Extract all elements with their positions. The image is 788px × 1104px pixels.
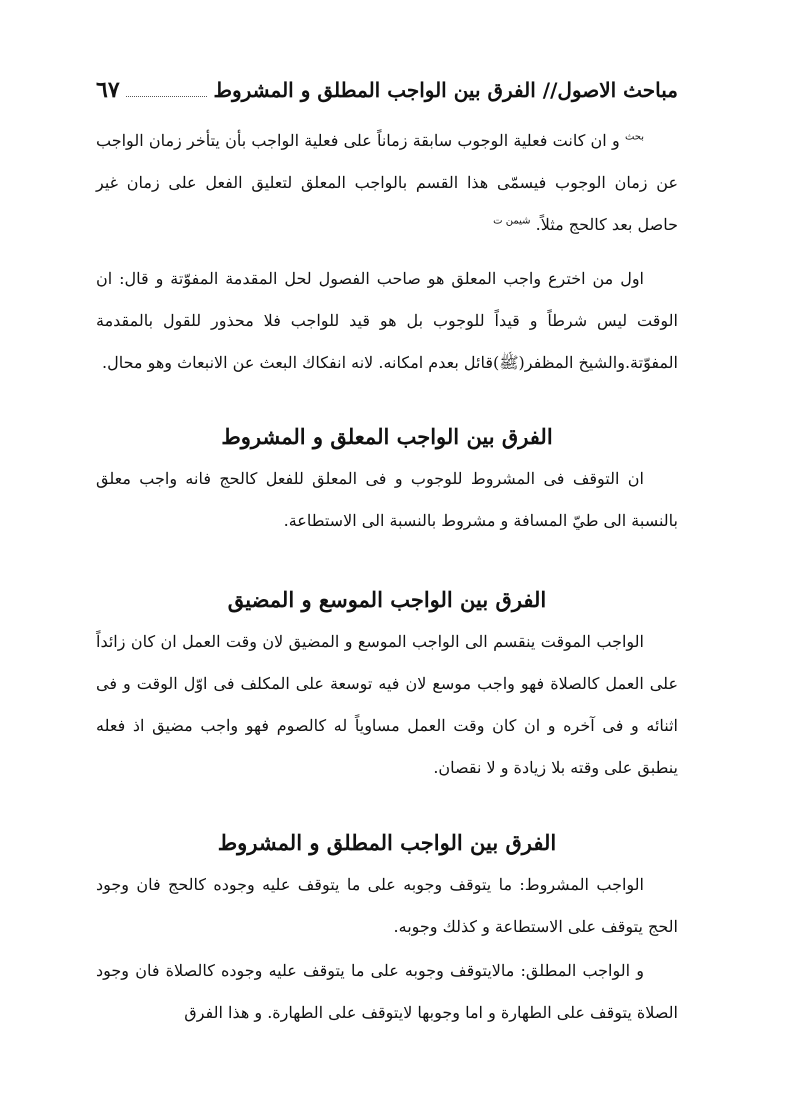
section-1-paragraph-1: ان التوقف فى المشروط للوجوب و فى المعلق للفعل كالحج فانه واجب معلق بالنسبة الى طيّ المسافة و مشروط بالنسبة الى الاستطاعة. [96,469,678,530]
header-title: مباحث الاصول// الفرق بين الواجب المطلق و المشروط [213,78,678,102]
section-2-paragraph-1: الواجب الموقت ينقسم الى الواجب الموسع و المضيق لان وقت العمل ان كان زائداً على العمل كالصلاة فهو واجب موسع لان فيه توسعة على المكلف فى اوّل الوقت و فى اثنائه و فى آخره و ان كان وقت العمل مساوياً له كالصوم فهو واجب مضيق اذ فعله ينطبق على وقته بلا زيادة و لا نقصان. [96,632,678,777]
margin-note-start: بحث [624,131,644,143]
section-2-body [96,621,678,789]
margin-note-end: شيمن ت [493,215,531,227]
page-number: ٦٧ [96,77,120,103]
section-3-paragraph-1: الواجب المشروط: ما يتوقف وجوبه على ما يتوقف عليه وجوده كالحج فان وجود الحج يتوقف على الاستطاعة و كذلك وجوبه. [96,875,678,936]
running-header [96,70,678,110]
section-heading-2: الفرق بين الواجب الموسع و المضيق [227,587,547,612]
section-heading-1: الفرق بين الواجب المعلق و المشروط [221,424,553,449]
section-heading-3: الفرق بين الواجب المطلق و المشروط [217,830,557,855]
section-3-paragraph-2: و الواجب المطلق: مالايتوقف وجوبه على ما يتوقف عليه وجوده كالصلاة فان وجود الصلاة يتوقف على الطهارة و اما وجوبها لايتوقف على الطهارة. و هذا الفرق [96,961,678,1022]
intro-block [96,120,678,384]
intro-paragraph-1-text: و ان كانت فعلية الوجوب سابقة زماناً على فعلية الواجب بأن يتأخر زمان الواجب عن زمان الوجوب فيسمّى هذا القسم بالواجب المعلق لتعليق الفعل على زمان غير حاصل بعد كالحج مثلاً. [96,131,678,234]
intro-paragraph-2: اول من اخترع واجب المعلق هو صاحب الفصول لحل المقدمة المفوّتة و قال: ان الوقت ليس شرطاً و قيداً للوجوب بل هو قيد للواجب فلا محذور للقول بالمقدمة المفوّتة.والشيخ المظفر(ﷺ)قائل بعدم امكانه. لانه انفكاك البعث عن الانبعاث وهو محال. [96,269,678,372]
section-1-body [96,458,678,542]
section-3-body [96,864,678,1034]
intro-paragraph-1 [96,120,678,246]
header-dot-leader [126,84,208,97]
